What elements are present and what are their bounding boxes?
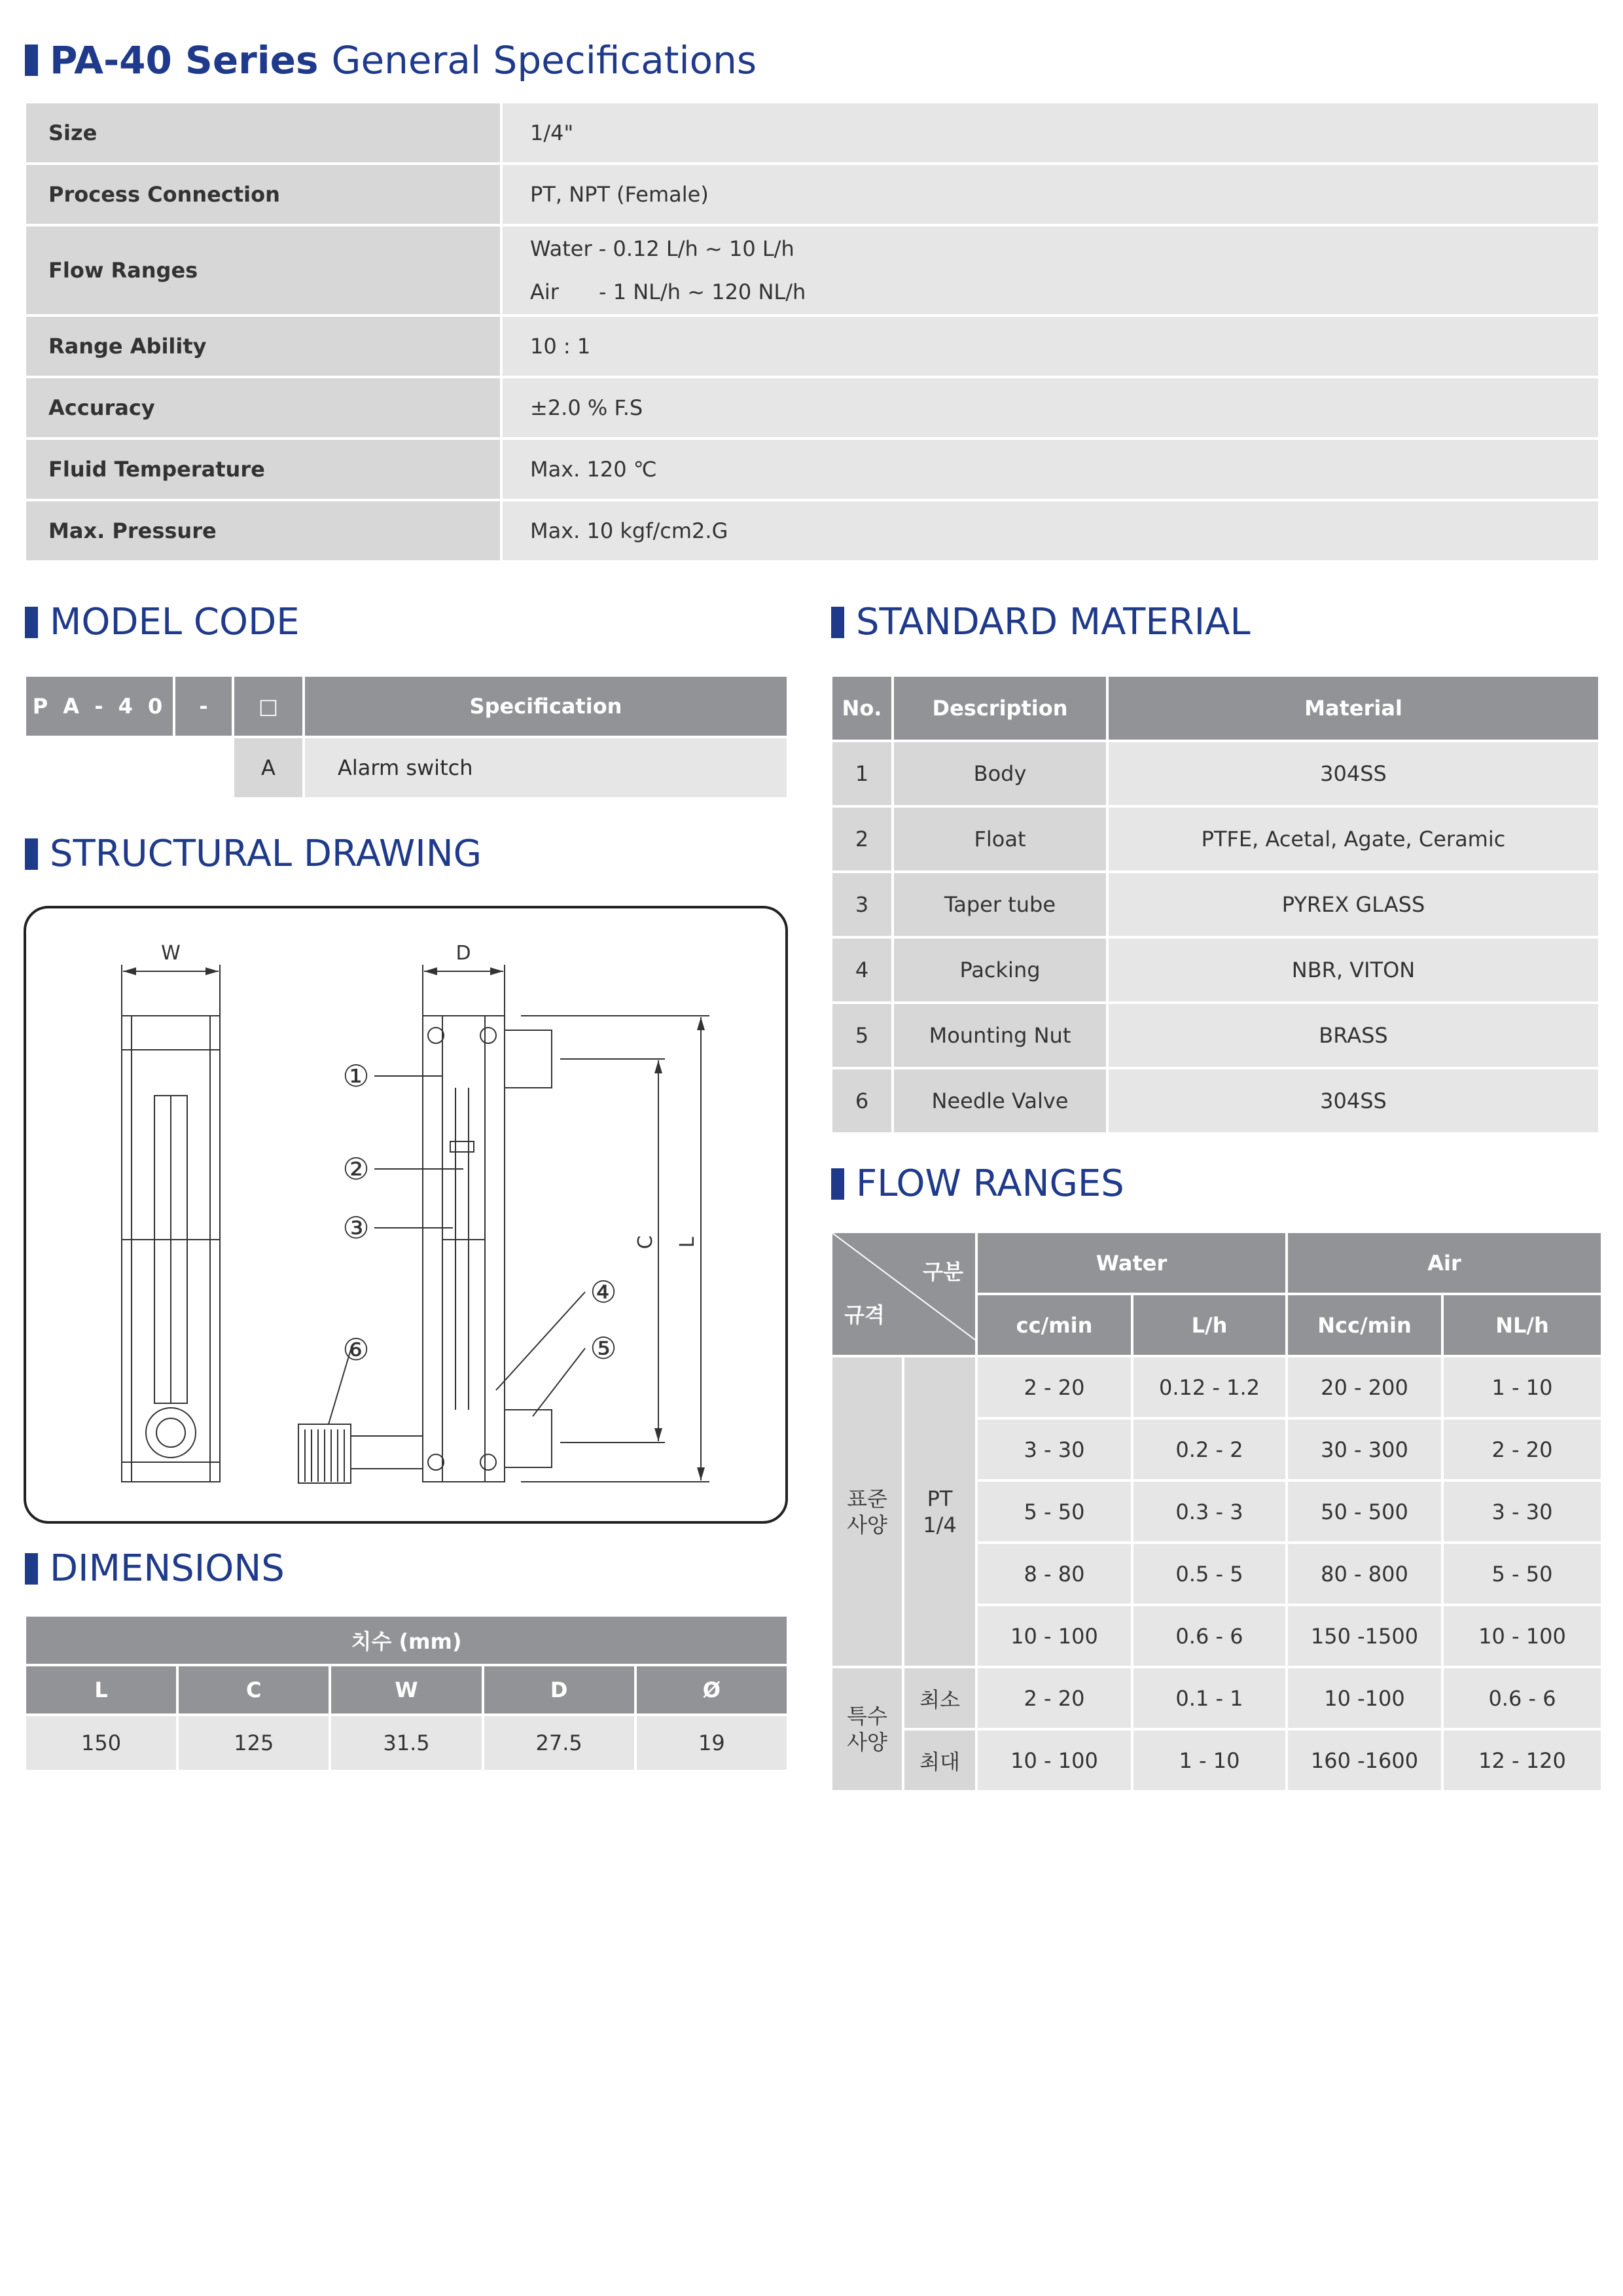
- flow-value: 12 - 120: [1442, 1729, 1602, 1791]
- spec-key: Size: [25, 102, 501, 164]
- spec-key: Flow Ranges: [25, 225, 501, 315]
- flow-value: 0.1 - 1: [1132, 1667, 1287, 1729]
- material-no: 5: [831, 1003, 893, 1068]
- model-spec-header: Specification: [304, 675, 788, 737]
- flow-value: 20 - 200: [1287, 1356, 1442, 1418]
- material-desc: Taper tube: [893, 872, 1107, 937]
- flow-value: 0.5 - 5: [1132, 1543, 1287, 1605]
- model-code-heading: MODEL CODE: [25, 601, 300, 643]
- dim-col: L: [25, 1665, 177, 1715]
- model-dash: -: [174, 675, 233, 737]
- material-desc: Needle Valve: [893, 1068, 1107, 1134]
- material-row: [831, 806, 1599, 872]
- flow-row: [831, 1667, 1602, 1729]
- flow-value: 150 -1500: [1287, 1605, 1442, 1667]
- flow-value: 1 - 10: [1132, 1729, 1287, 1791]
- flow-value: 0.6 - 6: [1132, 1605, 1287, 1667]
- spec-value-line: ±2.0 % F.S: [530, 395, 643, 420]
- material-row: [831, 1003, 1599, 1068]
- flow-value: 0.12 - 1.2: [1132, 1356, 1287, 1418]
- material-value: PTFE, Acetal, Agate, Ceramic: [1107, 806, 1599, 872]
- flow-max-label: 최대: [903, 1729, 976, 1791]
- title-rest: General Specifications: [331, 38, 757, 82]
- spec-value: [501, 377, 1599, 439]
- spec-key: Process Connection: [25, 164, 501, 225]
- callout-3: ③: [342, 1210, 370, 1246]
- flow-value: 50 - 500: [1287, 1480, 1442, 1543]
- spec-row: [25, 102, 1599, 164]
- material-row: [831, 741, 1599, 806]
- flow-value: 1 - 10: [1442, 1356, 1602, 1418]
- spec-key: Accuracy: [25, 377, 501, 439]
- flow-value: 0.3 - 3: [1132, 1480, 1287, 1543]
- material-desc: Body: [893, 741, 1107, 806]
- dim-label-c: C: [634, 1235, 657, 1249]
- material-desc: Packing: [893, 937, 1107, 1003]
- structural-heading: STRUCTURAL DRAWING: [25, 833, 482, 875]
- spec-key: Range Ability: [25, 315, 501, 377]
- flow-row: [831, 1729, 1602, 1791]
- spec-value-line: PT, NPT (Female): [530, 182, 709, 207]
- material-col-material: Material: [1107, 675, 1599, 741]
- dim-value: 27.5: [483, 1715, 635, 1771]
- spec-value-line: Water - 0.12 L/h ~ 10 L/h: [530, 236, 794, 261]
- callout-4: ④: [590, 1274, 617, 1310]
- spec-value-line: Air - 1 NL/h ~ 120 NL/h: [530, 279, 806, 304]
- dim-col: W: [330, 1665, 482, 1715]
- material-value: BRASS: [1107, 1003, 1599, 1068]
- spec-value-line: Max. 120 ℃: [530, 457, 657, 482]
- title-series: PA-40 Series: [50, 38, 319, 82]
- flow-pt-label: PT 1/4: [903, 1356, 976, 1667]
- dim-value: 31.5: [330, 1715, 482, 1771]
- dim-col: Ø: [635, 1665, 788, 1715]
- flow-ranges-table: [830, 1230, 1603, 1793]
- flow-value: 10 - 100: [976, 1729, 1132, 1791]
- material-row: [831, 1068, 1599, 1134]
- model-prefix: P A - 4 0: [25, 675, 174, 737]
- spec-row: [25, 500, 1599, 562]
- spec-key: Fluid Temperature: [25, 439, 501, 500]
- flow-value: 10 - 100: [976, 1605, 1132, 1667]
- flow-value: 3 - 30: [1442, 1480, 1602, 1543]
- callout-1: ①: [342, 1058, 370, 1094]
- material-desc: Float: [893, 806, 1107, 872]
- flow-value: 0.6 - 6: [1442, 1667, 1602, 1729]
- material-no: 2: [831, 806, 893, 872]
- spec-value: [501, 225, 1599, 315]
- flow-heading: FLOW RANGES: [831, 1162, 1124, 1205]
- material-col-desc: Description: [893, 675, 1107, 741]
- flow-unit: L/h: [1132, 1294, 1287, 1356]
- material-col-no: No.: [831, 675, 893, 741]
- spec-row: [25, 439, 1599, 500]
- material-row: [831, 872, 1599, 937]
- model-code-table: [24, 674, 789, 800]
- spec-value-line: 10 : 1: [530, 334, 591, 359]
- spec-value: [501, 164, 1599, 225]
- material-heading: STANDARD MATERIAL: [831, 601, 1251, 643]
- flow-value: 3 - 30: [976, 1418, 1132, 1480]
- material-value: 304SS: [1107, 1068, 1599, 1134]
- flow-value: 10 -100: [1287, 1667, 1442, 1729]
- spec-value-line: 1/4": [530, 120, 574, 145]
- flow-corner: [831, 1232, 976, 1356]
- dimensions-table: [24, 1614, 789, 1772]
- page-title: [25, 38, 757, 82]
- spec-value-line: Max. 10 kgf/cm2.G: [530, 518, 728, 543]
- dimensions-caption: 치수 (mm): [25, 1615, 788, 1665]
- flow-special-label: 특수 사양: [831, 1667, 903, 1791]
- flow-row: [831, 1356, 1602, 1418]
- dim-col: C: [177, 1665, 330, 1715]
- dim-value: 125: [177, 1715, 330, 1771]
- heading-marker: [25, 45, 38, 76]
- structural-drawing: [24, 906, 788, 1524]
- dim-value: 150: [25, 1715, 177, 1771]
- spec-row: [25, 225, 1599, 315]
- material-value: PYREX GLASS: [1107, 872, 1599, 937]
- flow-corner-top: 구분: [923, 1259, 963, 1284]
- material-value: 304SS: [1107, 741, 1599, 806]
- model-option-desc: Alarm switch: [304, 737, 788, 798]
- flow-value: 2 - 20: [976, 1667, 1132, 1729]
- material-value: NBR, VITON: [1107, 937, 1599, 1003]
- dimensions-heading: DIMENSIONS: [25, 1547, 285, 1590]
- flow-value: 2 - 20: [976, 1356, 1132, 1418]
- dim-label-l: L: [676, 1236, 699, 1248]
- material-no: 1: [831, 741, 893, 806]
- flow-value: 30 - 300: [1287, 1418, 1442, 1480]
- flow-value: 10 - 100: [1442, 1605, 1602, 1667]
- spec-value: [501, 315, 1599, 377]
- material-desc: Mounting Nut: [893, 1003, 1107, 1068]
- flow-group-water: Water: [976, 1232, 1287, 1294]
- flow-standard-label: 표준 사양: [831, 1356, 903, 1667]
- flow-value: 80 - 800: [1287, 1543, 1442, 1605]
- callout-2: ②: [342, 1151, 370, 1187]
- spec-row: [25, 315, 1599, 377]
- material-row: [831, 937, 1599, 1003]
- flow-value: 0.2 - 2: [1132, 1418, 1287, 1480]
- flow-unit: NL/h: [1442, 1294, 1602, 1356]
- flow-unit: cc/min: [976, 1294, 1132, 1356]
- callout-6: ⑥: [342, 1332, 370, 1367]
- spec-key: Max. Pressure: [25, 500, 501, 562]
- material-no: 3: [831, 872, 893, 937]
- dim-label-d: D: [455, 942, 471, 965]
- general-spec-table: [24, 101, 1601, 563]
- material-no: 4: [831, 937, 893, 1003]
- model-option-code: A: [233, 737, 304, 798]
- flow-min-label: 최소: [903, 1667, 976, 1729]
- spec-value: [501, 439, 1599, 500]
- flow-value: 8 - 80: [976, 1543, 1132, 1605]
- dim-value: 19: [635, 1715, 788, 1771]
- flow-value: 2 - 20: [1442, 1418, 1602, 1480]
- spec-row: [25, 377, 1599, 439]
- flow-value: 5 - 50: [976, 1480, 1132, 1543]
- material-no: 6: [831, 1068, 893, 1134]
- dim-col: D: [483, 1665, 635, 1715]
- flow-group-air: Air: [1287, 1232, 1602, 1294]
- spec-value: [501, 102, 1599, 164]
- flow-value: 5 - 50: [1442, 1543, 1602, 1605]
- material-table: [830, 674, 1601, 1135]
- flow-unit: Ncc/min: [1287, 1294, 1442, 1356]
- model-box: □: [233, 675, 304, 737]
- spec-row: [25, 164, 1599, 225]
- flow-corner-bottom: 규격: [844, 1302, 885, 1327]
- dim-label-w: W: [161, 942, 181, 965]
- flow-value: 160 -1600: [1287, 1729, 1442, 1791]
- callout-5: ⑤: [590, 1331, 617, 1366]
- spec-value: [501, 500, 1599, 562]
